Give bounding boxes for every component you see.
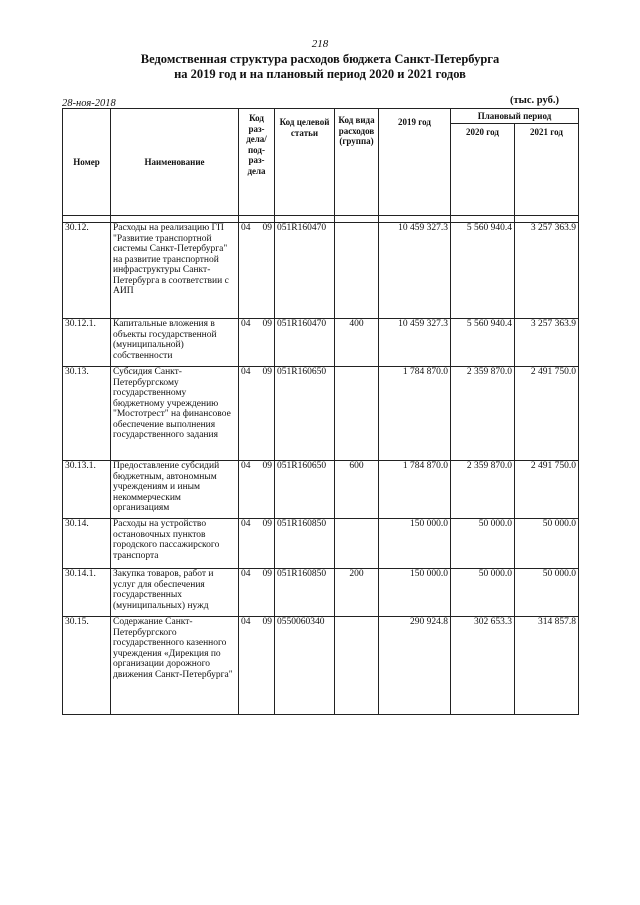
row-number: 30.14.	[63, 519, 111, 569]
row-target-code: 051R160470	[275, 319, 335, 367]
row-2019: 10 459 327.3	[379, 319, 451, 367]
row-subsection: 09	[262, 319, 272, 329]
row-2020: 302 653.3	[451, 617, 515, 715]
header-section: Код раз- дела/ под- раз- дела	[239, 109, 275, 216]
row-2019: 290 924.8	[379, 617, 451, 715]
row-section: 04	[241, 617, 251, 627]
row-2021: 3 257 363.9	[515, 319, 579, 367]
row-number: 30.12.1.	[63, 319, 111, 367]
header-expense-type: Код вида расходов (группа)	[335, 109, 379, 216]
row-subsection: 09	[262, 519, 272, 529]
row-expense-type: 600	[335, 461, 379, 519]
table-row	[63, 319, 579, 367]
row-2019: 150 000.0	[379, 519, 451, 569]
row-number: 30.14.1.	[63, 569, 111, 617]
row-number: 30.13.	[63, 367, 111, 461]
header-2020: 2020 год	[451, 124, 515, 216]
row-subsection: 09	[262, 569, 272, 579]
units-label: (тыс. руб.)	[510, 95, 559, 106]
row-expense-type	[335, 367, 379, 461]
row-2019: 1 784 870.0	[379, 367, 451, 461]
document-date: 28-ноя-2018	[62, 98, 116, 109]
row-section: 04	[241, 569, 251, 579]
row-target-code: 051R160650	[275, 461, 335, 519]
row-2021: 314 857.8	[515, 617, 579, 715]
row-name: Капитальные вложения в объекты государственной (муниципальной) собственности	[111, 319, 239, 367]
row-name: Закупка товаров, работ и услуг для обеспечения государственных (муниципальных) нужд	[111, 569, 239, 617]
row-section-code	[239, 617, 275, 715]
row-section: 04	[241, 319, 251, 329]
row-2020: 50 000.0	[451, 569, 515, 617]
row-expense-type	[335, 223, 379, 319]
row-2021: 2 491 750.0	[515, 461, 579, 519]
row-2020: 5 560 940.4	[451, 223, 515, 319]
row-target-code: 051R160850	[275, 519, 335, 569]
row-section: 04	[241, 519, 251, 529]
row-2020: 50 000.0	[451, 519, 515, 569]
header-planned-period: Плановый период	[451, 109, 579, 124]
row-expense-type: 400	[335, 319, 379, 367]
row-section-code	[239, 461, 275, 519]
header-target: Код целевой статьи	[275, 109, 335, 216]
row-section-code	[239, 367, 275, 461]
row-2019: 10 459 327.3	[379, 223, 451, 319]
row-expense-type	[335, 617, 379, 715]
row-number: 30.12.	[63, 223, 111, 319]
row-2021: 2 491 750.0	[515, 367, 579, 461]
row-subsection: 09	[262, 461, 272, 471]
row-subsection: 09	[262, 617, 272, 627]
title-line-1: Ведомственная структура расходов бюджета Санкт-Петербурга	[140, 52, 500, 66]
spacer-row	[63, 216, 579, 223]
row-target-code: 0550060340	[275, 617, 335, 715]
budget-table	[62, 108, 579, 715]
table-body	[63, 216, 579, 715]
table-row	[63, 223, 579, 319]
row-2020: 2 359 870.0	[451, 367, 515, 461]
table-row	[63, 519, 579, 569]
table-row	[63, 569, 579, 617]
row-number: 30.13.1.	[63, 461, 111, 519]
row-target-code: 051R160850	[275, 569, 335, 617]
document-title	[100, 52, 540, 82]
page-number: 218	[311, 38, 329, 50]
row-expense-type	[335, 519, 379, 569]
row-target-code: 051R160650	[275, 367, 335, 461]
row-section-code	[239, 223, 275, 319]
row-number: 30.15.	[63, 617, 111, 715]
header-name: Наименование	[111, 109, 239, 216]
row-2021: 50 000.0	[515, 519, 579, 569]
row-section-code	[239, 569, 275, 617]
row-2021: 3 257 363.9	[515, 223, 579, 319]
row-name: Расходы на устройство остановочных пунктов городского пассажирского транспорта	[111, 519, 239, 569]
table-row	[63, 617, 579, 715]
header-2021: 2021 год	[515, 124, 579, 216]
row-2019: 150 000.0	[379, 569, 451, 617]
row-2021: 50 000.0	[515, 569, 579, 617]
table-row	[63, 367, 579, 461]
row-name: Субсидия Санкт-Петербургскому государственному бюджетному учреждению "Мостотрест" на финансовое обеспечение выполнения государственного задания	[111, 367, 239, 461]
row-subsection: 09	[262, 223, 272, 233]
row-section: 04	[241, 223, 251, 233]
row-section-code	[239, 519, 275, 569]
row-target-code: 051R160470	[275, 223, 335, 319]
row-name: Предоставление субсидий бюджетным, автономным учреждениям и иным некоммерческим организациям	[111, 461, 239, 519]
table-row	[63, 461, 579, 519]
row-2020: 2 359 870.0	[451, 461, 515, 519]
row-2019: 1 784 870.0	[379, 461, 451, 519]
header-number: Номер	[63, 109, 111, 216]
row-section: 04	[241, 461, 251, 471]
row-section: 04	[241, 367, 251, 377]
title-line-2: на 2019 год и на плановый период 2020 и 2021 годов	[174, 67, 466, 81]
row-name: Расходы на реализацию ГП "Развитие транспортной системы Санкт-Петербурга" на развитие транспортной инфраструктуры Санкт-Петербурга в соответствии с АИП	[111, 223, 239, 319]
header-2019: 2019 год	[379, 109, 451, 216]
row-expense-type: 200	[335, 569, 379, 617]
row-2020: 5 560 940.4	[451, 319, 515, 367]
row-subsection: 09	[262, 367, 272, 377]
row-section-code	[239, 319, 275, 367]
row-name: Содержание Санкт-Петербургского государственного казенного учреждения «Дирекция по организации дорожного движения Санкт-Петербурга"	[111, 617, 239, 715]
